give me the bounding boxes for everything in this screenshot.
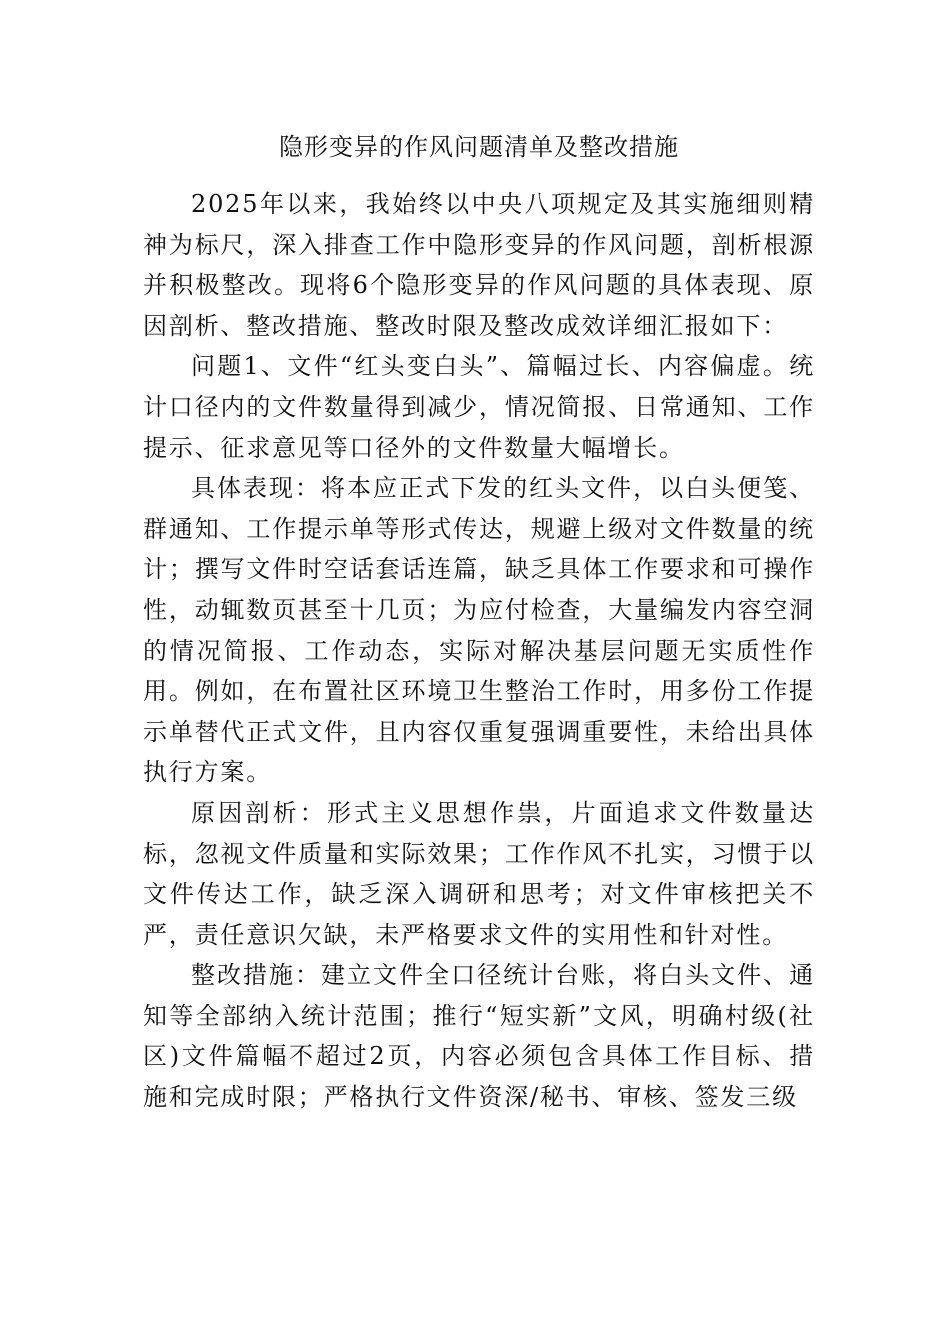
- document-title: 隐形变异的作风问题清单及整改措施: [279, 133, 679, 161]
- document-page: [143, 128, 815, 1118]
- issue-1-paragraph: 问题1、文件“红头变白头”、篇幅过长、内容偏虚。统计口径内的文件数量得到减少，情况简报、日常通知、工作提示、征求意见等口径外的文件数量大幅增长。: [143, 352, 815, 462]
- rectification-measures-paragraph: 整改措施：建立文件全口径统计台账，将白头文件、通知等全部纳入统计范围；推行“短实新”文风，明确村级(社区)文件篇幅不超过2页，内容必须包含具体工作目标、措施和完成时限；严格执行文件资深/秘书、审核、签发三级: [143, 961, 815, 1112]
- manifestation-paragraph: 具体表现：将本应正式下发的红头文件，以白头便笺、群通知、工作提示单等形式传达，规避上级对文件数量的统计；撰写文件时空话套话连篇，缺乏具体工作要求和可操作性，动辄数页甚至十几页；为应付检查，大量编发内容空洞的情况简报、工作动态，实际对解决基层问题无实质性作用。例如，在布置社区环境卫生整治工作时，用多份工作提示单替代正式文件，且内容仅重复强调重要性，未给出具体执行方案。: [143, 474, 815, 787]
- intro-paragraph: 2025年以来，我始终以中央八项规定及其实施细则精神为标尺，深入排查工作中隐形变异的作风问题，剖析根源并积极整改。现将6个隐形变异的作风问题的具体表现、原因剖析、整改措施、整改时限及整改成效详细汇报如下：: [143, 190, 815, 340]
- cause-analysis-paragraph: 原因剖析：形式主义思想作祟，片面追求文件数量达标，忽视文件质量和实际效果；工作作风不扎实，习惯于以文件传达工作，缺乏深入调研和思考；对文件审核把关不严，责任意识欠缺，未严格要求文件的实用性和针对性。: [143, 798, 815, 949]
